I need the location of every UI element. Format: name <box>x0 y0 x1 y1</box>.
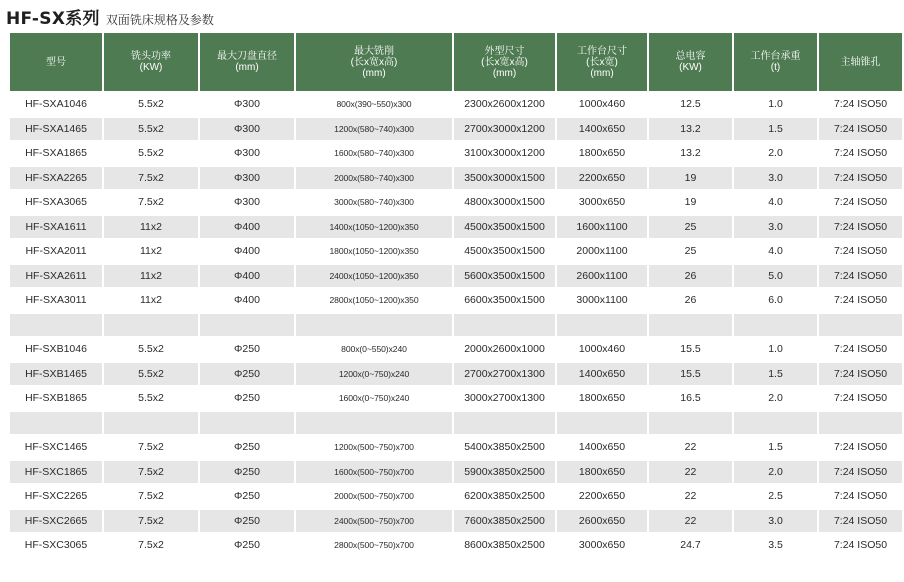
column-header-line: 最大刀盘直径 <box>217 51 277 62</box>
table-row <box>10 338 902 361</box>
table-cell: 7.5x2 <box>104 191 198 214</box>
table-cell: 3000x(580~740)x300 <box>296 191 452 214</box>
table-cell: 6.0 <box>734 289 817 312</box>
table-cell: 2.5 <box>734 485 817 508</box>
table-cell: 1600x(580~740)x300 <box>296 142 452 165</box>
table-cell: 3000x650 <box>557 534 647 557</box>
column-header-line: (mm) <box>235 62 259 73</box>
table-cell: 5.0 <box>734 265 817 288</box>
table-row <box>10 314 902 337</box>
table-cell: 7:24 ISO50 <box>819 436 902 459</box>
table-cell: Φ250 <box>200 485 294 508</box>
table-cell: 2000x(500~750)x700 <box>296 485 452 508</box>
table-cell: 3500x3000x1500 <box>454 167 555 190</box>
table-cell: HF-SXA1046 <box>10 93 102 116</box>
table-cell <box>734 314 817 337</box>
table-cell: 1200x(580~740)x300 <box>296 118 452 141</box>
column-header-line: 外型尺寸 <box>484 45 525 57</box>
table-cell: 4.0 <box>734 191 817 214</box>
table-cell: 22 <box>649 436 732 459</box>
spec-table <box>8 31 904 559</box>
table-cell: 8600x3850x2500 <box>454 534 555 557</box>
table-cell: 5.5x2 <box>104 387 198 410</box>
table-cell: 5.5x2 <box>104 118 198 141</box>
table-cell: 13.2 <box>649 118 732 141</box>
table-cell: 3.0 <box>734 216 817 239</box>
table-cell <box>734 412 817 435</box>
table-cell: 7:24 ISO50 <box>819 118 902 141</box>
table-cell: 4800x3000x1500 <box>454 191 555 214</box>
table-cell: 22 <box>649 485 732 508</box>
table-cell: 2800x(1050~1200)x350 <box>296 289 452 312</box>
table-cell <box>296 412 452 435</box>
table-row <box>10 387 902 410</box>
table-cell: 5.5x2 <box>104 363 198 386</box>
table-cell: 2.0 <box>734 387 817 410</box>
column-header-line: (mm) <box>492 67 517 79</box>
table-cell: 3100x3000x1200 <box>454 142 555 165</box>
table-cell: HF-SXC1465 <box>10 436 102 459</box>
table-cell: 3000x1100 <box>557 289 647 312</box>
table-body <box>10 93 902 557</box>
table-cell: 11x2 <box>104 240 198 263</box>
table-cell: 19 <box>649 167 732 190</box>
table-cell: Φ250 <box>200 461 294 484</box>
table-cell: 2700x3000x1200 <box>454 118 555 141</box>
table-cell: 2700x2700x1300 <box>454 363 555 386</box>
column-header-line: (长x宽) <box>586 56 618 68</box>
table-cell: 11x2 <box>104 265 198 288</box>
table-cell: Φ250 <box>200 338 294 361</box>
table-cell: 22 <box>649 461 732 484</box>
table-cell: 2300x2600x1200 <box>454 93 555 116</box>
column-header <box>296 33 452 91</box>
table-cell: 4.0 <box>734 240 817 263</box>
table-cell: 2000x1100 <box>557 240 647 263</box>
table-cell: 5.5x2 <box>104 142 198 165</box>
column-header-line: 主轴锥孔 <box>840 56 881 68</box>
table-cell: 1.5 <box>734 118 817 141</box>
column-header-line: 总电容 <box>675 51 706 62</box>
table-cell: 2600x1100 <box>557 265 647 288</box>
table-cell: 1800x650 <box>557 387 647 410</box>
table-cell: 7:24 ISO50 <box>819 191 902 214</box>
table-cell: 1400x650 <box>557 363 647 386</box>
table-cell: 5900x3850x2500 <box>454 461 555 484</box>
column-header-line: (mm) <box>362 67 386 79</box>
table-cell: 1400x(1050~1200)x350 <box>296 216 452 239</box>
table-cell: 4500x3500x1500 <box>454 240 555 263</box>
table-cell: 3.5 <box>734 534 817 557</box>
table-cell <box>454 412 555 435</box>
table-cell: 4500x3500x1500 <box>454 216 555 239</box>
table-cell: 800x(390~550)x300 <box>296 93 452 116</box>
table-cell: 1600x(0~750)x240 <box>296 387 452 410</box>
table-cell: Φ300 <box>200 93 294 116</box>
table-cell: 7.5x2 <box>104 534 198 557</box>
table-cell: HF-SXA1611 <box>10 216 102 239</box>
table-row <box>10 265 902 288</box>
table-cell: Φ400 <box>200 289 294 312</box>
table-cell <box>10 412 102 435</box>
column-header-line: 工作台尺寸 <box>577 45 627 57</box>
column-header <box>819 33 902 91</box>
table-cell: 3.0 <box>734 167 817 190</box>
table-cell: 7:24 ISO50 <box>819 167 902 190</box>
table-cell: 1.0 <box>734 338 817 361</box>
table-cell: 7:24 ISO50 <box>819 461 902 484</box>
table-cell <box>104 412 198 435</box>
table-cell: 2400x(500~750)x700 <box>296 510 452 533</box>
column-header-line: (t) <box>770 62 781 73</box>
column-header-line: (mm) <box>590 67 614 79</box>
table-cell: 6200x3850x2500 <box>454 485 555 508</box>
table-row <box>10 289 902 312</box>
table-cell <box>649 412 732 435</box>
table-cell: 1800x650 <box>557 142 647 165</box>
table-row <box>10 436 902 459</box>
table-cell: 2.0 <box>734 142 817 165</box>
table-cell: 7.5x2 <box>104 485 198 508</box>
table-cell <box>649 314 732 337</box>
series-title: HF-SX系列 <box>6 9 100 29</box>
table-cell: 7600x3850x2500 <box>454 510 555 533</box>
table-cell: 7:24 ISO50 <box>819 240 902 263</box>
table-cell: 7:24 ISO50 <box>819 363 902 386</box>
table-row <box>10 167 902 190</box>
table-row <box>10 412 902 435</box>
column-header-line: (KW) <box>679 62 702 73</box>
table-cell: 3000x2700x1300 <box>454 387 555 410</box>
table-cell: HF-SXA3065 <box>10 191 102 214</box>
table-cell: Φ250 <box>200 363 294 386</box>
table-cell: 7:24 ISO50 <box>819 93 902 116</box>
table-cell: 2600x650 <box>557 510 647 533</box>
table-cell: 5600x3500x1500 <box>454 265 555 288</box>
table-cell: 1.0 <box>734 93 817 116</box>
table-cell: 2800x(500~750)x700 <box>296 534 452 557</box>
table-cell: 11x2 <box>104 216 198 239</box>
table-cell: 1000x460 <box>557 93 647 116</box>
table-cell: 5400x3850x2500 <box>454 436 555 459</box>
table-cell: 1600x1100 <box>557 216 647 239</box>
table-row <box>10 240 902 263</box>
table-cell: 2200x650 <box>557 485 647 508</box>
table-cell: 2400x(1050~1200)x350 <box>296 265 452 288</box>
table-cell: 2000x2600x1000 <box>454 338 555 361</box>
table-cell: 7.5x2 <box>104 436 198 459</box>
table-cell: 1400x650 <box>557 436 647 459</box>
table-cell: 5.5x2 <box>104 338 198 361</box>
table-cell: 7:24 ISO50 <box>819 338 902 361</box>
table-cell: HF-SXC2665 <box>10 510 102 533</box>
table-cell: 13.2 <box>649 142 732 165</box>
table-cell: 1.5 <box>734 436 817 459</box>
table-row <box>10 510 902 533</box>
table-cell: 22 <box>649 510 732 533</box>
table-cell: HF-SXA2611 <box>10 265 102 288</box>
table-cell: HF-SXB1865 <box>10 387 102 410</box>
table-cell: 7:24 ISO50 <box>819 387 902 410</box>
table-cell: 1800x(1050~1200)x350 <box>296 240 452 263</box>
table-cell: 19 <box>649 191 732 214</box>
column-header-line: (KW) <box>139 62 163 73</box>
table-cell <box>200 314 294 337</box>
table-row <box>10 534 902 557</box>
table-cell: 7:24 ISO50 <box>819 216 902 239</box>
table-cell: 2.0 <box>734 461 817 484</box>
column-header <box>557 33 647 91</box>
table-cell: Φ400 <box>200 240 294 263</box>
column-header <box>104 33 198 91</box>
table-cell: 7:24 ISO50 <box>819 510 902 533</box>
table-cell: 6600x3500x1500 <box>454 289 555 312</box>
table-cell: 24.7 <box>649 534 732 557</box>
table-cell: 1800x650 <box>557 461 647 484</box>
table-cell: Φ250 <box>200 534 294 557</box>
table-cell: 15.5 <box>649 338 732 361</box>
table-row <box>10 461 902 484</box>
table-cell: 1600x(500~750)x700 <box>296 461 452 484</box>
column-header <box>454 33 555 91</box>
table-cell: 1200x(0~750)x240 <box>296 363 452 386</box>
table-cell <box>819 314 902 337</box>
table-cell: 11x2 <box>104 289 198 312</box>
table-cell: 1000x460 <box>557 338 647 361</box>
table-cell: HF-SXB1046 <box>10 338 102 361</box>
table-cell: Φ250 <box>200 387 294 410</box>
table-cell: 1200x(500~750)x700 <box>296 436 452 459</box>
table-cell: HF-SXC3065 <box>10 534 102 557</box>
table-cell: 26 <box>649 265 732 288</box>
table-cell: 7.5x2 <box>104 167 198 190</box>
table-cell: 1400x650 <box>557 118 647 141</box>
table-cell: Φ300 <box>200 118 294 141</box>
table-cell: 7:24 ISO50 <box>819 289 902 312</box>
table-cell <box>104 314 198 337</box>
table-cell: 7:24 ISO50 <box>819 485 902 508</box>
table-cell: 800x(0~550)x240 <box>296 338 452 361</box>
table-row <box>10 485 902 508</box>
table-cell <box>10 314 102 337</box>
table-cell: 25 <box>649 216 732 239</box>
table-cell: 12.5 <box>649 93 732 116</box>
table-cell: 7:24 ISO50 <box>819 534 902 557</box>
table-cell: 26 <box>649 289 732 312</box>
table-cell: 2000x(580~740)x300 <box>296 167 452 190</box>
table-cell: HF-SXA1865 <box>10 142 102 165</box>
table-row <box>10 93 902 116</box>
table-header-row <box>10 33 902 91</box>
column-header <box>734 33 817 91</box>
table-cell <box>296 314 452 337</box>
table-cell: 7:24 ISO50 <box>819 142 902 165</box>
table-cell: HF-SXC1865 <box>10 461 102 484</box>
table-cell: 3000x650 <box>557 191 647 214</box>
table-cell: 7.5x2 <box>104 461 198 484</box>
table-cell: HF-SXA2265 <box>10 167 102 190</box>
column-header-line: (长x宽x高) <box>481 56 528 68</box>
table-cell: HF-SXA2011 <box>10 240 102 263</box>
table-cell: Φ400 <box>200 216 294 239</box>
table-row <box>10 142 902 165</box>
series-subtitle: 双面铣床规格及参数 <box>105 13 214 27</box>
table-cell: 7.5x2 <box>104 510 198 533</box>
table-cell: 15.5 <box>649 363 732 386</box>
table-row <box>10 118 902 141</box>
table-cell: Φ250 <box>200 510 294 533</box>
table-cell: 3.0 <box>734 510 817 533</box>
table-cell <box>557 412 647 435</box>
column-header <box>649 33 732 91</box>
table-cell: 25 <box>649 240 732 263</box>
column-header <box>10 33 102 91</box>
table-cell: HF-SXC2265 <box>10 485 102 508</box>
table-cell: 16.5 <box>649 387 732 410</box>
column-header-line: 型号 <box>46 56 66 68</box>
column-header-line: 铣头功率 <box>131 51 171 62</box>
table-cell: 1.5 <box>734 363 817 386</box>
table-cell <box>454 314 555 337</box>
table-row <box>10 363 902 386</box>
table-cell: Φ300 <box>200 191 294 214</box>
table-cell: Φ300 <box>200 142 294 165</box>
table-cell: 5.5x2 <box>104 93 198 116</box>
page-title <box>6 4 214 30</box>
table-cell: HF-SXA1465 <box>10 118 102 141</box>
column-header-line: 工作台承重 <box>750 51 801 62</box>
table-cell <box>557 314 647 337</box>
table-cell: HF-SXA3011 <box>10 289 102 312</box>
table-cell: 2200x650 <box>557 167 647 190</box>
column-header-line: (长x宽x高) <box>350 56 398 68</box>
table-cell: 7:24 ISO50 <box>819 265 902 288</box>
column-header-line: 最大铣削 <box>354 45 394 57</box>
table-cell: Φ300 <box>200 167 294 190</box>
table-row <box>10 191 902 214</box>
table-row <box>10 216 902 239</box>
table-cell: HF-SXB1465 <box>10 363 102 386</box>
table-cell: Φ250 <box>200 436 294 459</box>
table-cell: Φ400 <box>200 265 294 288</box>
column-header <box>200 33 294 91</box>
table-cell <box>819 412 902 435</box>
table-cell <box>200 412 294 435</box>
